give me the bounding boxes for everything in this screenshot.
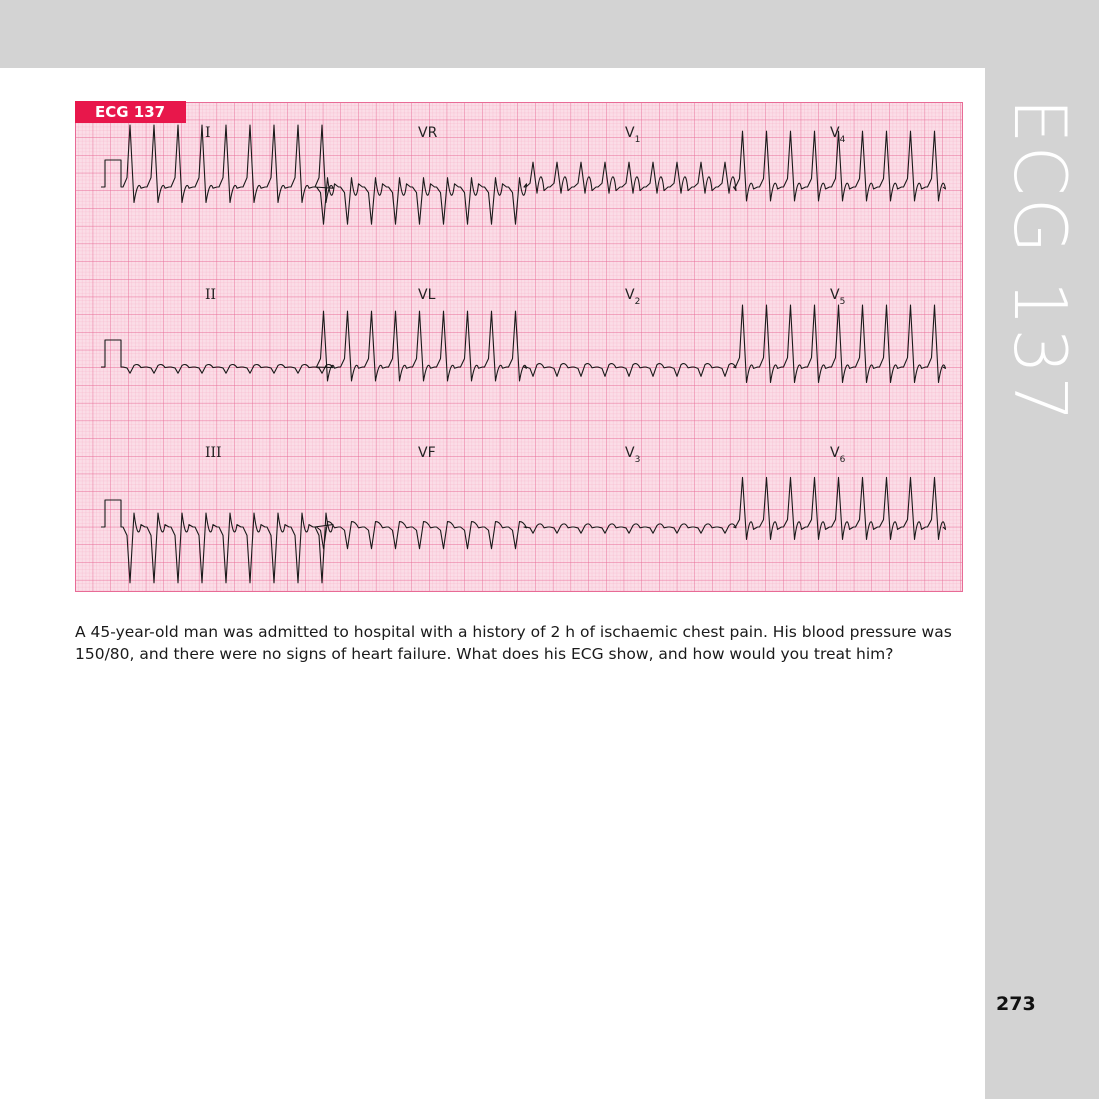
lead-label: $V_5$ [830, 287, 846, 307]
ecg-number-badge: ECG 137 [75, 101, 186, 123]
question-caption: A 45-year-old man was admitted to hospital with a history of 2 h of ischaemic chest pain. His blood pressure was 150/80, and there were no signs of heart failure. What does his ECG show, and how would you treat him? [75, 623, 952, 663]
ecg-tracing [75, 102, 963, 592]
side-chapter-title: ECG 137 [998, 98, 1082, 424]
lead-label: III [205, 445, 222, 461]
lead-label: $V_4$ [830, 125, 846, 145]
page-number: 273 [996, 993, 1036, 1015]
lead-label: $V_2$ [625, 287, 641, 307]
lead-label: VL [418, 287, 436, 303]
lead-label: $V_6$ [830, 445, 846, 465]
lead-label: $V_3$ [625, 445, 641, 465]
lead-label: VR [418, 125, 438, 141]
lead-label: II [205, 287, 217, 303]
top-header-band [0, 0, 1099, 68]
lead-label: VF [418, 445, 436, 461]
lead-label: I [205, 125, 211, 141]
lead-label: $V_1$ [625, 125, 641, 145]
ecg-grid [75, 102, 963, 592]
